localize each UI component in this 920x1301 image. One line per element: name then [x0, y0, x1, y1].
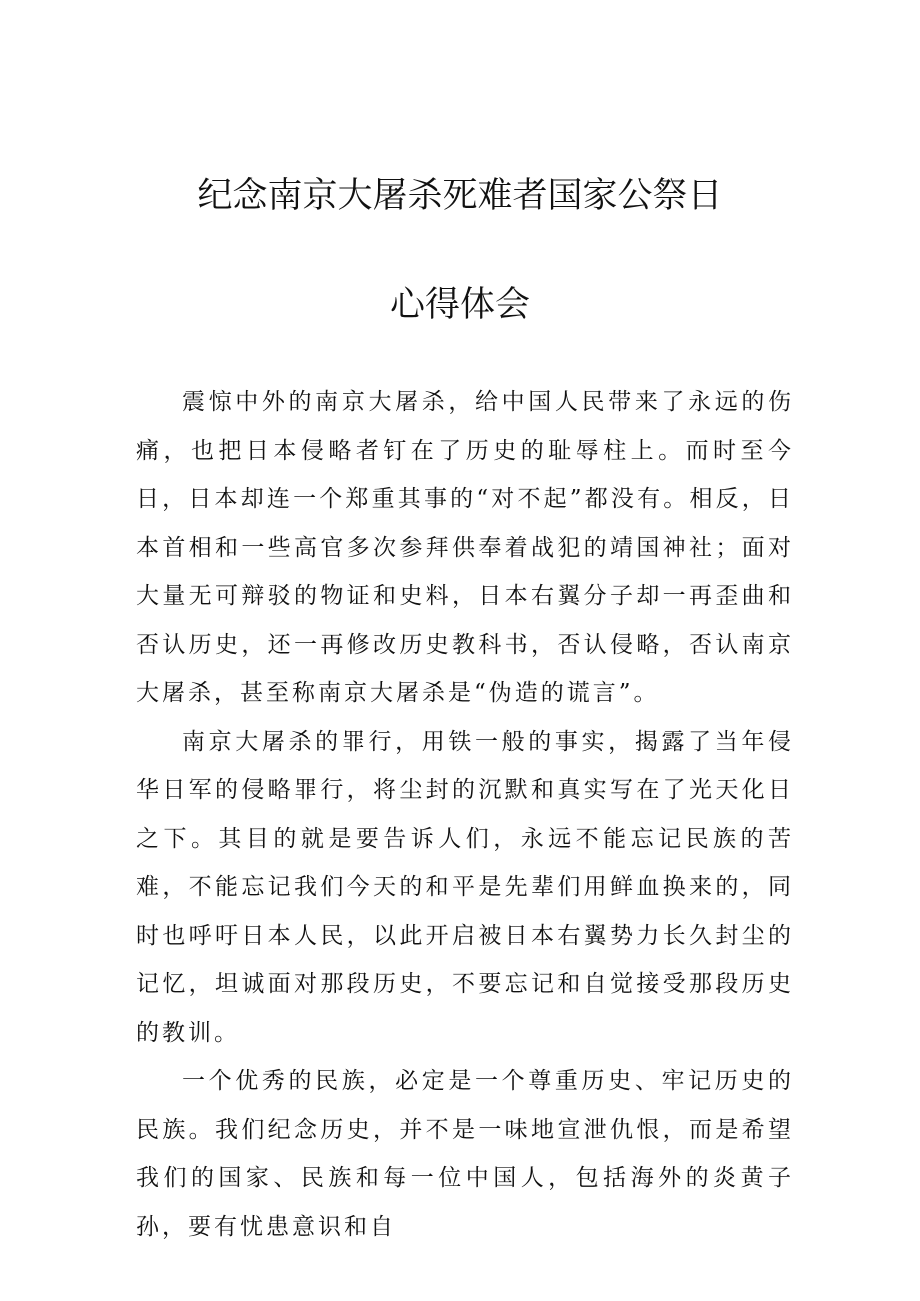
paragraph-1: 震惊中外的南京大屠杀，给中国人民带来了永远的伤痛，也把日本侵略者钉在了历史的耻辱柱上。而时至今日，日本却连一个郑重其事的“对不起”都没有。相反，日本首相和一些高官多次参拜供奉着战犯的靖国神社；面对大量无可辩驳的物证和史料，日本右翼分子却一再歪曲和否认历史，还一再修改历史教科书，否认侵略，否认南京大屠杀，甚至称南京大屠杀是“伪造的谎言”。: [136, 389, 794, 706]
document-title-line-1: 纪念南京大屠杀死难者国家公祭日: [197, 176, 723, 216]
document-body: [136, 378, 794, 1251]
document-title-line-2: 心得体会: [389, 285, 530, 325]
paragraph-2: 南京大屠杀的罪行，用铁一般的事实，揭露了当年侵华日军的侵略罪行，将尘封的沉默和真实写在了光天化日之下。其目的就是要告诉人们，永远不能忘记民族的苦难，不能忘记我们今天的和平是先辈们用鲜血换来的，同时也呼吁日本人民，以此开启被日本右翼势力长久封尘的记忆，坦诚面对那段历史，不要忘记和自觉接受那段历史的教训。: [136, 728, 794, 1046]
paragraph-3: 一个优秀的民族，必定是一个尊重历史、牢记历史的民族。我们纪念历史，并不是一味地宣泄仇恨，而是希望我们的国家、民族和每一位中国人，包括海外的炎黄子孙，要有忧患意识和自: [136, 1068, 794, 1240]
